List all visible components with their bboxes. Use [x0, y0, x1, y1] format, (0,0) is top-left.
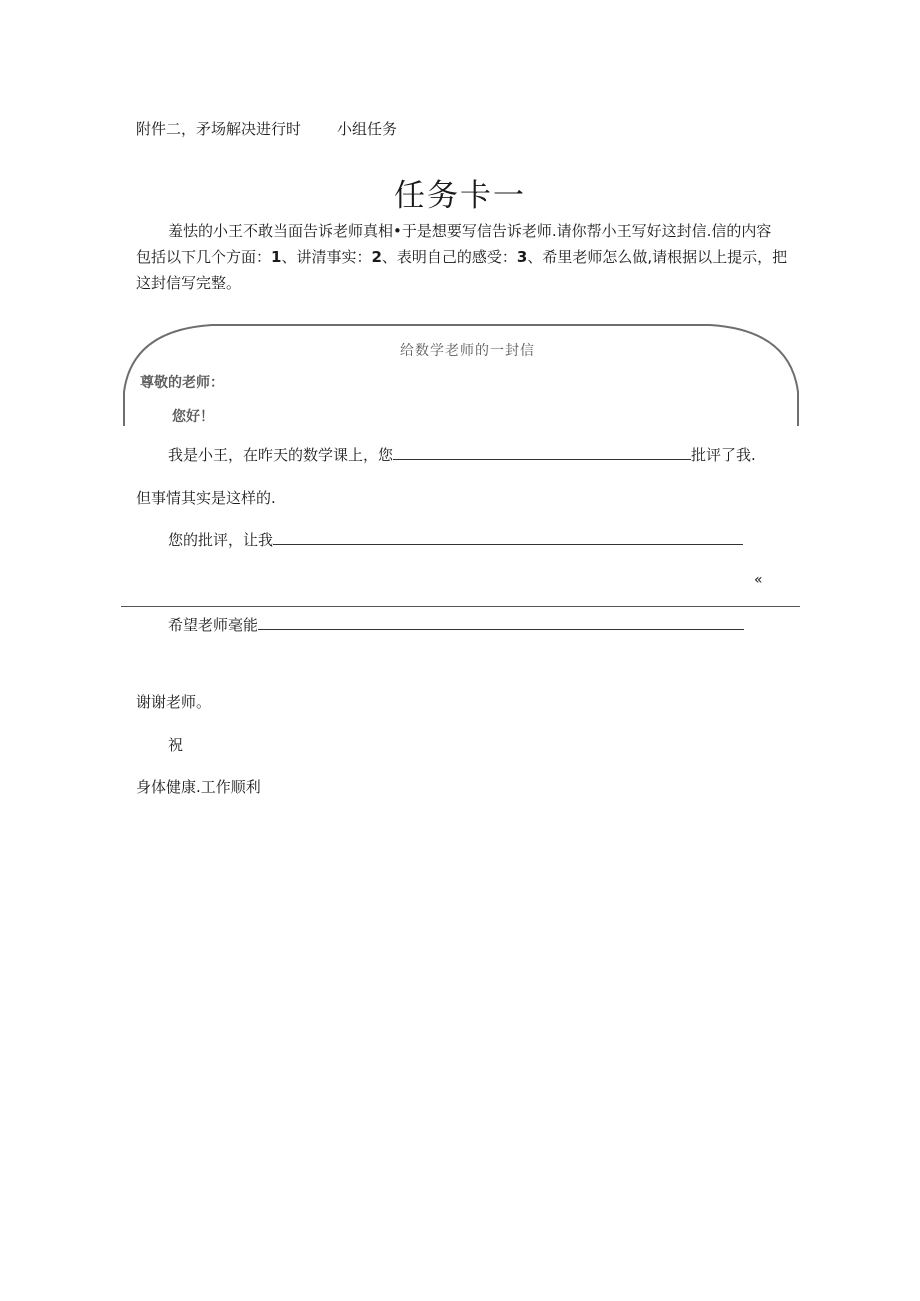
fill-blank-1[interactable]: [393, 445, 691, 460]
letter-line-1-end: 批评了我.: [691, 446, 756, 464]
letter-line-4-text: 希望老师毫能: [168, 616, 259, 634]
letter-salutation: 尊敬的老师：: [140, 375, 224, 391]
intro-text-d: 、希里老师怎么做,请根据以上提示，把: [527, 248, 788, 266]
intro-text-a: 包括以下几个方面：: [136, 248, 272, 266]
letter-line-1-text: 我是小王，在昨天的数学课上，您: [168, 446, 394, 464]
intro-text-b: 、讲清事实：: [281, 248, 372, 266]
intro-num-3: 3: [516, 248, 528, 266]
attachment-header: [136, 118, 397, 139]
letter-image-frame: [122, 322, 800, 426]
letter-image-title: 给数学老师的一封信: [400, 343, 535, 359]
letter-blessing: 身体健康.工作顺利: [136, 778, 261, 796]
attachment-label: 附件二，矛场解决进行时: [136, 120, 302, 138]
intro-num-2: 2: [371, 248, 382, 266]
group-task-label: 小组任务: [337, 120, 398, 138]
intro-line-1: 羞怯的小王不敢当面告诉老师真相•于是想要写信告诉老师.请你帮小王写好这封信.信的内容: [168, 222, 772, 240]
letter-line-3: [168, 529, 743, 550]
fill-blank-3[interactable]: [258, 615, 744, 630]
separator-line: [121, 606, 800, 607]
letter-greeting: 您好！: [172, 409, 214, 425]
letter-line-3-text: 您的批评，让我: [168, 531, 274, 549]
intro-line-3: 这封信写完整。: [136, 274, 242, 292]
letter-wish: 祝: [168, 736, 184, 754]
quote-mark: «: [754, 572, 763, 588]
task-card-title: 任务卡一: [394, 178, 526, 214]
fill-blank-2[interactable]: [273, 530, 743, 545]
letter-line-1: [168, 444, 756, 465]
intro-line-2: [136, 246, 787, 267]
letter-line-4: [168, 614, 744, 635]
letter-line-2: 但事情其实是这样的.: [136, 489, 276, 507]
intro-text-c: 、表明自己的感受：: [381, 248, 517, 266]
intro-num-1: 1: [271, 248, 282, 266]
letter-thanks: 谢谢老师。: [136, 693, 212, 711]
